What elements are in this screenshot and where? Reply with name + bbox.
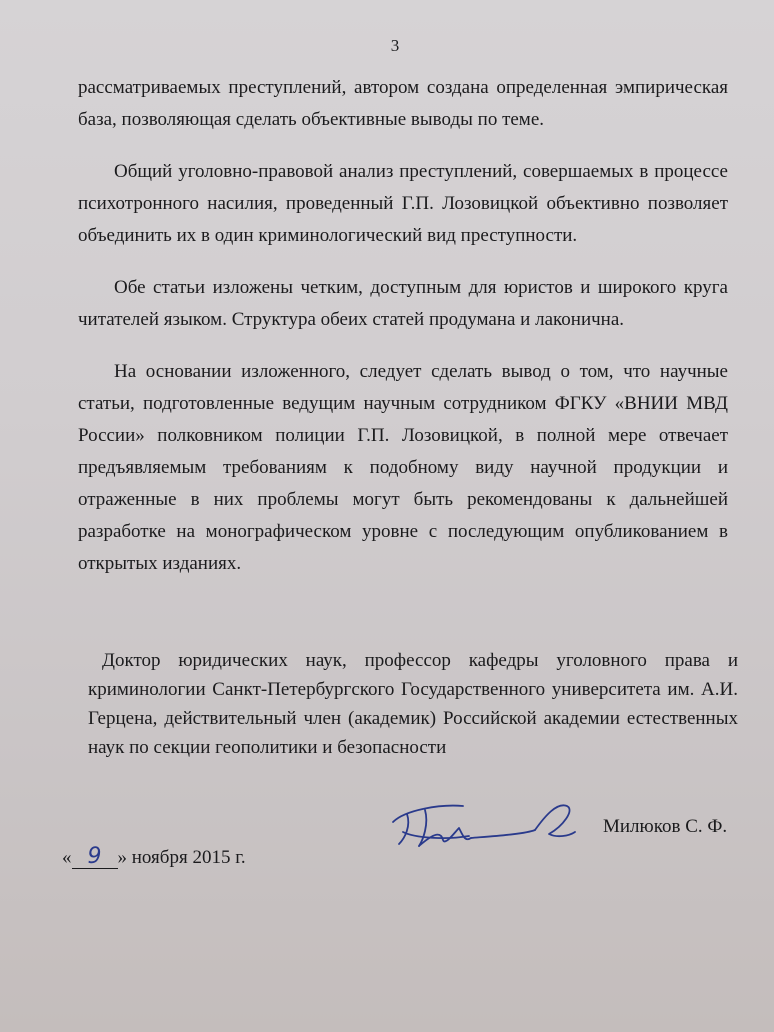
paragraph-4: На основании изложенного, следует сделать вывод о том, что научные статьи, подготовленные ведущим научным сотрудником ФГКУ «ВНИИ МВД России» полковником полиции Г.П. Лозовицкой, в полной мере отвечает предъявляемым требованиям к подобному виду научной продукции и отраженные в них проблемы могут быть рекомендованы к дальнейшей разработке на монографическом уровне с последующим опубликованием в открытых изданиях. — [78, 361, 728, 574]
date-month-year: ноября 2015 г. — [127, 847, 246, 868]
handwritten-signature — [385, 792, 585, 862]
date-line — [62, 846, 246, 869]
signer-name: Милюков С. Ф. — [603, 816, 728, 837]
date-close-quote: » — [117, 847, 127, 868]
page-number: 3 — [390, 36, 400, 55]
paragraph-2: Общий уголовно-правовой анализ преступлений, совершаемых в процессе психотронного насилия, проведенный Г.П. Лозовицкой объективно позволяет объединить их в один криминологический вид преступности. — [78, 161, 728, 246]
signer-credentials-block — [88, 646, 738, 762]
paragraph-3: Обе статьи изложены четким, доступным для юристов и широкого круга читателей языком. Структура обеих статей продумана и лаконична. — [78, 277, 728, 330]
date-open-quote: « — [62, 847, 72, 868]
paragraph-1: рассматриваемых преступлений, автором создана определенная эмпирическая база, позволяющая сделать объективные выводы по теме. — [78, 77, 728, 130]
date-day: 9 — [72, 846, 118, 869]
body-text — [78, 72, 728, 580]
signer-credentials: Доктор юридических наук, профессор кафедры уголовного права и криминологии Санкт-Петербургского Государственного университета им. А.И. Герцена, действительный член (академик) Российской академии естественных наук по секции геополитики и безопасности — [88, 650, 738, 758]
